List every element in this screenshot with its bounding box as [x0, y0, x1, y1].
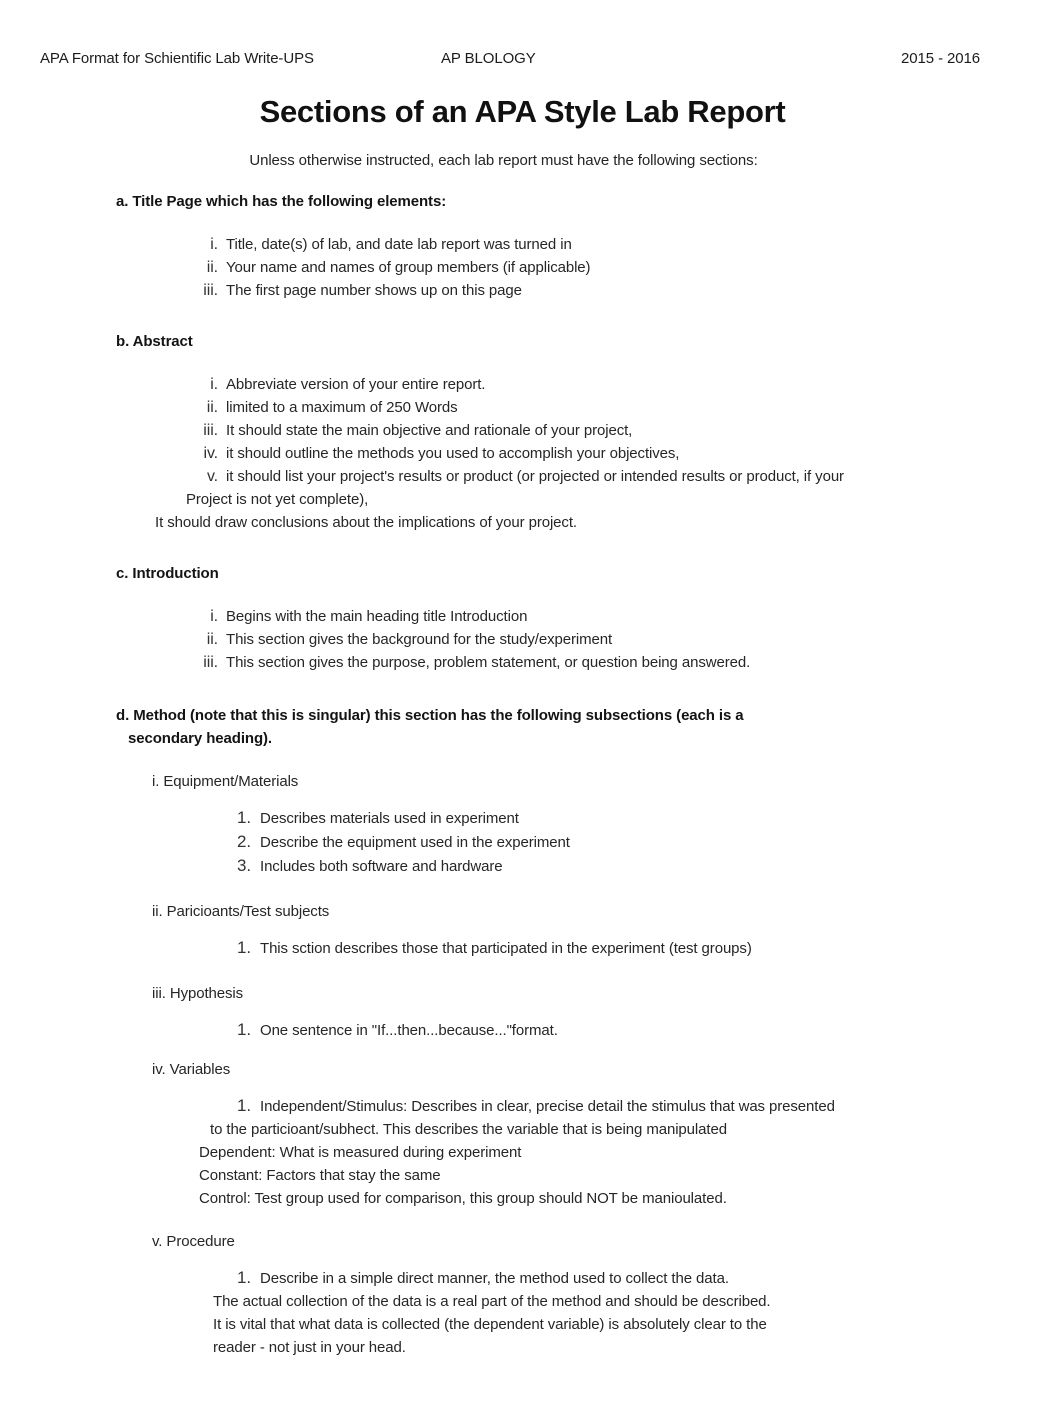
text-line: It is vital that what data is collected (the dependent variable) is absolutely clear to the: [213, 1316, 767, 1333]
list-marker: 1.: [237, 1020, 251, 1039]
header-right-text: 2015 - 2016: [901, 50, 980, 67]
list-item-text: Your name and names of group members (if applicable): [226, 259, 591, 276]
list-item-text: It should state the main objective and rationale of your project,: [226, 422, 633, 439]
text-line: Dependent: What is measured during experiment: [199, 1144, 522, 1161]
list-marker: ii.: [206, 631, 218, 648]
list-item-text: Independent/Stimulus: Describes in clear, precise detail the stimulus that was presented: [260, 1098, 835, 1115]
list-item: [196, 465, 1045, 488]
list-marker: i.: [210, 376, 218, 393]
section-heading: c. Introduction: [116, 565, 219, 582]
section-heading: a. Title Page which has the following elements:: [116, 193, 447, 210]
list-marker: iii.: [203, 654, 218, 671]
list-item: [235, 806, 1045, 830]
subsection-heading: i. Equipment/Materials: [152, 773, 299, 790]
list-item: [196, 373, 1045, 396]
subsection-heading: v. Procedure: [152, 1233, 235, 1250]
text-line: Control: Test group used for comparison, this group should NOT be manioulated.: [199, 1190, 727, 1207]
list-marker: 1.: [237, 938, 251, 957]
page-title: Sections of an APA Style Lab Report: [259, 94, 786, 129]
list-item: [196, 442, 1045, 465]
list-marker: i.: [210, 608, 218, 625]
section-heading: d. Method (note that this is singular) this section has the following subsections (each is a secondary heading).: [116, 707, 744, 747]
section-heading: b. Abstract: [116, 333, 193, 350]
list-marker: ii.: [206, 259, 218, 276]
list-item-text: The first page number shows up on this page: [226, 282, 522, 299]
document-body: [40, 190, 1045, 1359]
list-item: [196, 256, 1045, 279]
text-line: Project is not yet complete),: [186, 491, 369, 508]
list-marker: i.: [210, 236, 218, 253]
list-item: [235, 1266, 1045, 1290]
text-line: Constant: Factors that stay the same: [199, 1167, 441, 1184]
list-marker: iv.: [203, 445, 218, 462]
list-marker: 1.: [237, 808, 251, 827]
list-item: [196, 628, 1045, 651]
list-item-text: limited to a maximum of 250 Words: [226, 399, 458, 416]
list-item: [196, 651, 1045, 674]
list-item: [196, 419, 1045, 442]
list-item-text: Describe the equipment used in the experiment: [260, 834, 570, 851]
list-item-text: it should list your project's results or product (or projected or intended results or product, if your: [226, 468, 844, 485]
list-item: [196, 233, 1045, 256]
list-item-text: Begins with the main heading title Introduction: [226, 608, 528, 625]
subsection-heading: iv. Variables: [152, 1061, 231, 1078]
list-item-text: it should outline the methods you used to accomplish your objectives,: [226, 445, 680, 462]
list-item: [235, 854, 1045, 878]
list-marker: iii.: [203, 422, 218, 439]
text-line: It should draw conclusions about the implications of your project.: [155, 514, 577, 531]
list-item-text: One sentence in "If...then...because..."format.: [260, 1022, 558, 1039]
list-item-text: Describes materials used in experiment: [260, 810, 519, 827]
list-item-text: Describe in a simple direct manner, the method used to collect the data.: [260, 1270, 729, 1287]
list-marker: 1.: [237, 1268, 251, 1287]
text-line: to the particioant/subhect. This describes the variable that is being manipulated: [210, 1121, 727, 1138]
header-left-text: APA Format for Schientific Lab Write-UPS: [40, 50, 314, 67]
list-item: [196, 279, 1045, 302]
text-line: The actual collection of the data is a real part of the method and should be described.: [213, 1293, 771, 1310]
list-item: [235, 830, 1045, 854]
list-item: [196, 605, 1045, 628]
intro-text: Unless otherwise instructed, each lab report must have the following sections:: [249, 152, 758, 169]
list-marker: 1.: [237, 1096, 251, 1115]
list-item: [235, 1094, 1045, 1118]
subsection-heading: ii. Paricioants/Test subjects: [152, 903, 330, 920]
list-item: [235, 1018, 1045, 1042]
subsection-heading: iii. Hypothesis: [152, 985, 244, 1002]
list-marker: 2.: [237, 832, 251, 851]
page-header: [40, 50, 1045, 70]
list-item-text: Includes both software and hardware: [260, 858, 503, 875]
list-marker: 3.: [237, 856, 251, 875]
list-item-text: This section gives the purpose, problem statement, or question being answered.: [226, 654, 751, 671]
list-marker: ii.: [206, 399, 218, 416]
list-item: [196, 396, 1045, 419]
text-line: reader - not just in your head.: [213, 1339, 406, 1356]
list-item: [235, 936, 1045, 960]
header-center-text: AP BLOLOGY: [441, 50, 536, 67]
list-item-text: Abbreviate version of your entire report.: [226, 376, 486, 393]
list-item-text: This section gives the background for the study/experiment: [226, 631, 613, 648]
list-marker: v.: [206, 468, 218, 485]
list-item-text: This sction describes those that participated in the experiment (test groups): [260, 940, 752, 957]
list-marker: iii.: [203, 282, 218, 299]
list-item-text: Title, date(s) of lab, and date lab report was turned in: [226, 236, 572, 253]
